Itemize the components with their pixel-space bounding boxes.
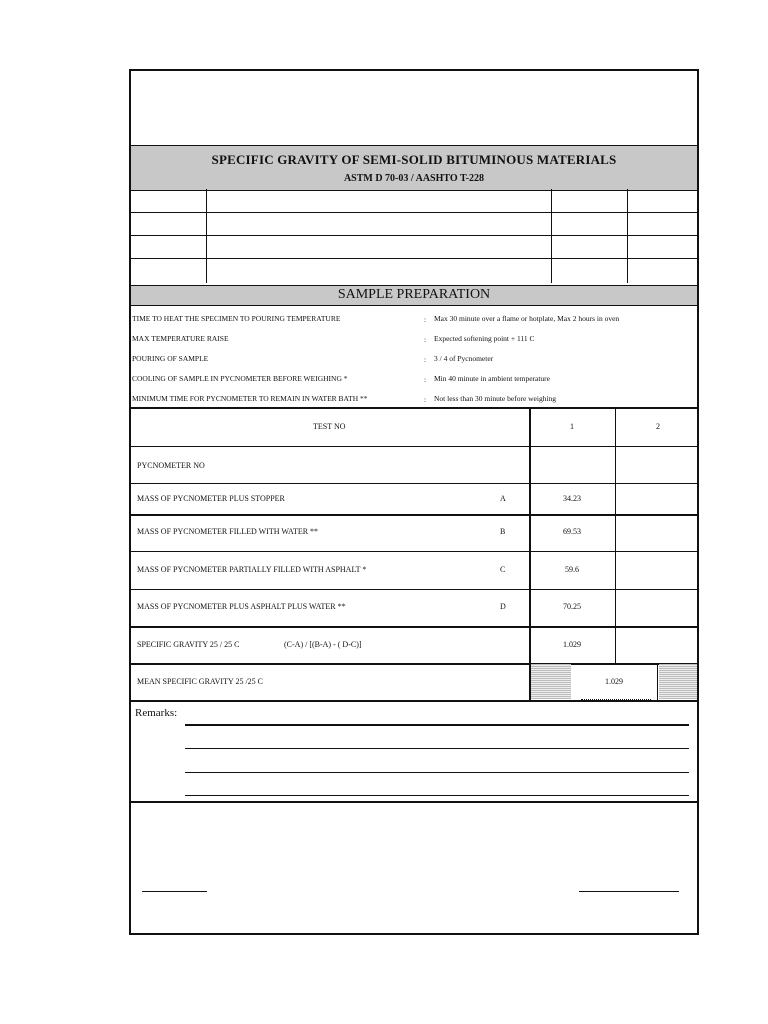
prep-label: MINIMUM TIME FOR PYCNOMETER TO REMAIN IN WATER BATH ** xyxy=(132,394,368,403)
info-col-divider xyxy=(627,189,628,283)
info-col-divider xyxy=(551,189,552,283)
test-1-header: 1 xyxy=(570,422,574,431)
prep-value: Not less than 30 minute before weighing xyxy=(434,394,557,403)
signature-line-right[interactable] xyxy=(579,891,679,892)
row-label: MASS OF PYCNOMETER FILLED WITH WATER ** xyxy=(137,527,319,536)
table-col-divider xyxy=(615,407,616,663)
row-value-1: 69.53 xyxy=(563,527,581,536)
info-row-divider xyxy=(131,235,697,236)
mean-sg-value: 1.029 xyxy=(605,677,623,686)
info-row-divider xyxy=(131,212,697,213)
row-code: B xyxy=(500,527,506,536)
hatched-cell xyxy=(531,664,571,699)
prep-colon: : xyxy=(424,395,427,404)
row-label: PYCNOMETER NO xyxy=(137,461,205,470)
prep-value: 3 / 4 of Pycnometer xyxy=(434,354,494,363)
table-row-divider xyxy=(131,626,697,628)
sg-label: SPECIFIC GRAVITY 25 / 25 C xyxy=(137,640,240,649)
row-code: D xyxy=(500,602,506,611)
info-row-divider xyxy=(131,258,697,259)
title-band xyxy=(131,145,697,191)
mean-sg-label: MEAN SPECIFIC GRAVITY 25 /25 C xyxy=(137,677,264,686)
prep-label: MAX TEMPERATURE RAISE xyxy=(132,334,229,343)
prep-value: Max 30 minute over a flame or hotplate, Max 2 hours in oven xyxy=(434,314,620,323)
form-standard: ASTM D 70-03 / AASHTO T-228 xyxy=(343,173,485,184)
sample-preparation-title: SAMPLE PREPARATION xyxy=(337,287,491,302)
info-col-divider xyxy=(206,189,207,283)
table-row-divider xyxy=(131,483,697,484)
sample-preparation-band xyxy=(131,285,697,306)
table-row-divider xyxy=(131,589,697,590)
row-value-1: 34.23 xyxy=(563,494,581,503)
row-code: C xyxy=(500,565,506,574)
sg-formula: (C-A) / [(B-A) - ( D-C)] xyxy=(284,640,362,649)
form-title: SPECIFIC GRAVITY OF SEMI-SOLID BITUMINOUS MATERIALS xyxy=(211,152,617,167)
row-value-1: 70.25 xyxy=(563,602,581,611)
table-top-rule xyxy=(131,407,697,409)
row-code: A xyxy=(500,494,506,503)
table-row-divider xyxy=(131,446,697,447)
row-label: MASS OF PYCNOMETER PLUS STOPPER xyxy=(137,494,285,503)
table-bottom-rule xyxy=(131,700,697,702)
signature-line-left[interactable] xyxy=(142,891,207,892)
remarks-label: Remarks: xyxy=(135,707,178,719)
test-form-sheet xyxy=(129,69,699,935)
mean-value-underline xyxy=(581,699,651,700)
remarks-line[interactable] xyxy=(185,795,689,796)
test-2-header: 2 xyxy=(656,422,660,431)
prep-label: COOLING OF SAMPLE IN PYCNOMETER BEFORE WEIGHING * xyxy=(132,374,348,383)
table-row-divider xyxy=(131,663,697,665)
hatched-cell xyxy=(659,664,697,699)
sg-value-1: 1.029 xyxy=(563,640,581,649)
prep-colon: : xyxy=(424,335,427,344)
row-label: MASS OF PYCNOMETER PARTIALLY FILLED WITH ASPHALT * xyxy=(137,565,367,574)
prep-value: Expected softening point + 111 C xyxy=(434,334,535,343)
remarks-line[interactable] xyxy=(185,748,689,749)
row-label: MASS OF PYCNOMETER PLUS ASPHALT PLUS WATER ** xyxy=(137,602,346,611)
prep-colon: : xyxy=(424,355,427,364)
table-row-divider xyxy=(131,551,697,552)
remarks-line[interactable] xyxy=(185,724,689,726)
prep-colon: : xyxy=(424,375,427,384)
remarks-line[interactable] xyxy=(185,772,689,773)
prep-value: Min 40 minute in ambient temperature xyxy=(434,374,551,383)
prep-label: TIME TO HEAT THE SPECIMEN TO POURING TEMPERATURE xyxy=(132,314,341,323)
table-col-divider xyxy=(657,663,658,700)
row-value-1: 59.6 xyxy=(565,565,579,574)
prep-label: POURING OF SAMPLE xyxy=(132,354,209,363)
table-col-divider xyxy=(529,407,531,700)
signature-section-rule xyxy=(131,801,697,803)
prep-colon: : xyxy=(424,315,427,324)
table-row-divider xyxy=(131,514,697,516)
test-no-label: TEST NO xyxy=(313,422,346,431)
